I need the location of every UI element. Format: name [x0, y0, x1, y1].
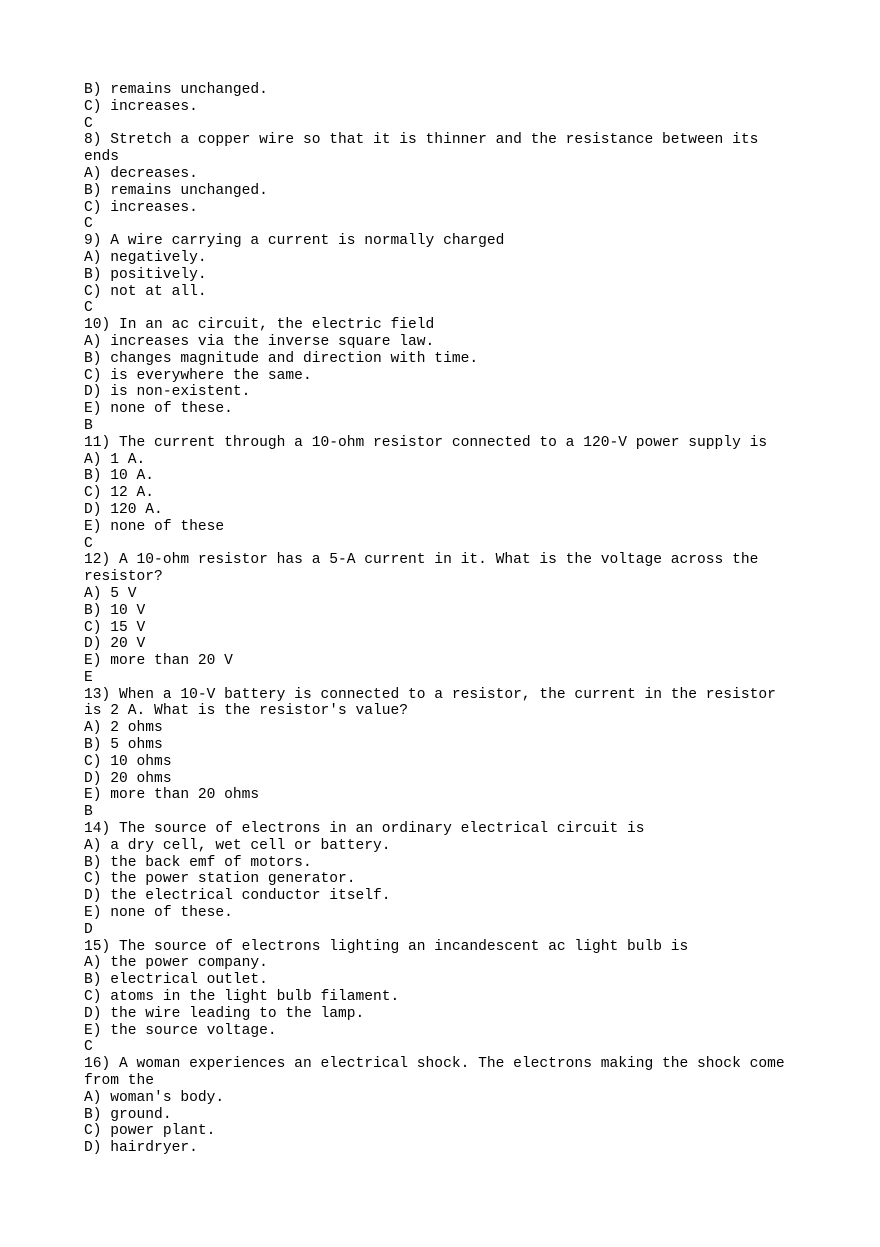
text-line: 9) A wire carrying a current is normally charged	[84, 233, 505, 250]
text-line: 10) In an ac circuit, the electric field	[84, 317, 435, 334]
text-line: C	[84, 216, 93, 233]
text-line: D) the electrical conductor itself.	[84, 888, 391, 905]
text-line: C) increases.	[84, 199, 198, 216]
text-line: B) electrical outlet.	[84, 972, 268, 989]
text-line: C) the power station generator.	[84, 871, 356, 888]
text-line: C) is everywhere the same.	[84, 367, 312, 384]
text-line: C) atoms in the light bulb filament.	[84, 989, 400, 1006]
text-line: from the	[84, 1073, 155, 1090]
text-line: 14) The source of electrons in an ordinary electrical circuit is	[84, 821, 645, 838]
text-line: B) the back emf of motors.	[84, 854, 312, 871]
text-line: C) 10 ohms	[84, 753, 172, 770]
text-line: B) 10 A.	[84, 468, 155, 485]
text-line: A) the power company.	[84, 955, 268, 972]
text-line: D) is non-existent.	[84, 384, 251, 401]
text-line: C	[84, 115, 93, 132]
text-line: D	[84, 921, 93, 938]
text-line: B) positively.	[84, 266, 207, 283]
text-line: 11) The current through a 10-ohm resistor connected to a 120-V power supply is	[84, 434, 768, 451]
text-line: D) the wire leading to the lamp.	[84, 1005, 365, 1022]
text-line: C) 15 V	[84, 619, 146, 636]
text-line: 12) A 10-ohm resistor has a 5-A current in it. What is the voltage across the	[84, 552, 759, 569]
text-line: 13) When a 10-V battery is connected to a resistor, the current in the resistor	[84, 686, 776, 703]
text-line: E	[84, 669, 93, 686]
text-line: 16) A woman experiences an electrical shock. The electrons making the shock come	[84, 1056, 785, 1073]
text-line: C) increases.	[84, 98, 198, 115]
text-line: resistor?	[84, 569, 163, 586]
text-line: 15) The source of electrons lighting an incandescent ac light bulb is	[84, 938, 689, 955]
text-line: E) none of these	[84, 518, 225, 535]
text-line: C) 12 A.	[84, 485, 155, 502]
text-line: E) none of these.	[84, 401, 233, 418]
text-line: C	[84, 535, 93, 552]
text-line: 8) Stretch a copper wire so that it is thinner and the resistance between its	[84, 132, 759, 149]
text-line: A) 2 ohms	[84, 720, 163, 737]
text-line: ends	[84, 149, 120, 166]
text-line: A) decreases.	[84, 165, 198, 182]
text-line: A) a dry cell, wet cell or battery.	[84, 837, 391, 854]
text-line: B	[84, 417, 93, 434]
text-line: B) ground.	[84, 1106, 172, 1123]
text-line: A) 1 A.	[84, 451, 146, 468]
text-line: C) not at all.	[84, 283, 207, 300]
text-line: A) woman's body.	[84, 1089, 225, 1106]
text-line: B) changes magnitude and direction with time.	[84, 350, 479, 367]
document-page	[84, 82, 824, 1157]
text-line: D) hairdryer.	[84, 1140, 198, 1157]
text-line: C) power plant.	[84, 1123, 216, 1140]
text-line: E) the source voltage.	[84, 1022, 277, 1039]
text-line: E) none of these.	[84, 905, 233, 922]
text-line: D) 120 A.	[84, 501, 163, 518]
text-line: A) negatively.	[84, 249, 207, 266]
text-line: B) remains unchanged.	[84, 82, 268, 98]
text-line: D) 20 V	[84, 636, 146, 653]
text-line: B) 5 ohms	[84, 737, 163, 754]
text-line: E) more than 20 V	[84, 653, 233, 670]
text-line: E) more than 20 ohms	[84, 787, 260, 804]
text-line: C	[84, 1039, 93, 1056]
text-line: A) 5 V	[84, 585, 137, 602]
text-line: B) 10 V	[84, 602, 146, 619]
text-line: D) 20 ohms	[84, 770, 172, 787]
text-line: is 2 A. What is the resistor's value?	[84, 703, 409, 720]
text-line: B) remains unchanged.	[84, 182, 268, 199]
text-line: C	[84, 300, 93, 317]
text-line: A) increases via the inverse square law.	[84, 333, 435, 350]
text-line: B	[84, 804, 93, 821]
